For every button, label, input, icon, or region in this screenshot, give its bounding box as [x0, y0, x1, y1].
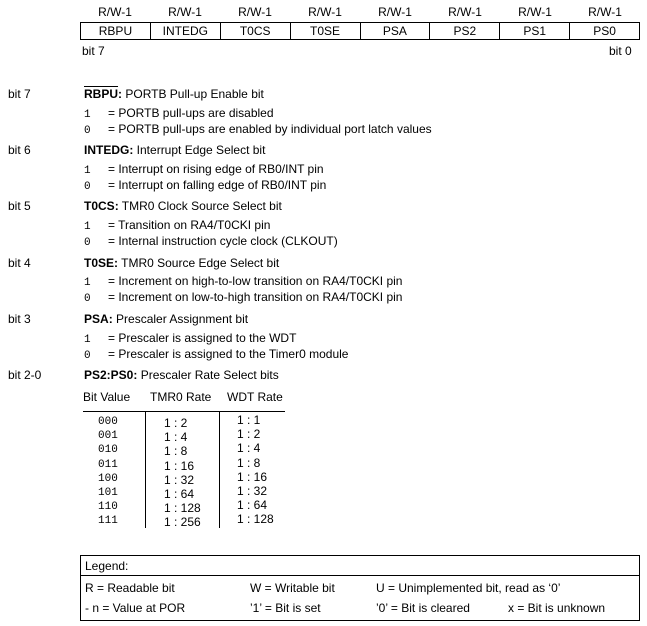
- column-header: Bit Value: [83, 390, 131, 404]
- bit-name: RBPU: [84, 87, 119, 101]
- bit-cell: PSA: [361, 23, 431, 39]
- bit-number: bit 5: [8, 199, 31, 213]
- bit-option: 1 = Prescaler is assigned to the WDT: [84, 331, 297, 346]
- bit-number: bit 2-0: [8, 368, 42, 382]
- wdt-rate-cell: 1 : 1: [237, 413, 261, 427]
- bit-description-title: INTEDG: Interrupt Edge Select bit: [84, 143, 266, 157]
- wdt-rate-cell: 1 : 4: [237, 441, 261, 456]
- bit-name: T0CS: [84, 199, 115, 213]
- access-label: R/W-1: [98, 5, 132, 19]
- bit-description-title: PS2:PS0: Prescaler Rate Select bits: [84, 368, 279, 382]
- bit-name: PS2:PS0: [84, 368, 134, 382]
- legend-box: [80, 555, 640, 621]
- access-label: R/W-1: [238, 5, 272, 19]
- bit-cell: PS2: [430, 23, 500, 39]
- column-header: TMR0 Rate: [150, 390, 212, 404]
- bit-value-cell: 110: [98, 501, 118, 514]
- bit-description-title: PSA: Prescaler Assignment bit: [84, 312, 249, 326]
- bit-number: bit 6: [8, 143, 31, 157]
- bit-number: bit 3: [8, 312, 31, 326]
- wdt-rate-cell: 1 : 8: [237, 455, 261, 470]
- tmr0-rate-cell: 1 : 128: [164, 501, 201, 516]
- tmr0-rate-cell: 1 : 2: [164, 416, 188, 430]
- bit-value-cell: 000: [98, 416, 118, 428]
- access-label: R/W-1: [448, 5, 482, 19]
- access-label: R/W-1: [518, 5, 552, 19]
- legend-item: R = Readable bit: [85, 581, 175, 595]
- bit-value-cell: 001: [98, 430, 118, 443]
- bit-cell: T0CS: [221, 23, 291, 39]
- bit-option: 0 = Interrupt on falling edge of RB0/INT pin: [84, 178, 327, 193]
- tmr0-rate-cell: 1 : 16: [164, 458, 195, 473]
- tmr0-rate-cell: 1 : 32: [164, 472, 195, 487]
- bit-cell: T0SE: [291, 23, 361, 39]
- wdt-rate-cell: 1 : 16: [237, 469, 268, 484]
- bit-number: bit 7: [8, 87, 31, 101]
- bit-cell: PS1: [500, 23, 570, 39]
- bit-value-column: [98, 415, 118, 529]
- bit-option: 1 = PORTB pull-ups are disabled: [84, 106, 274, 121]
- tmr0-rate-cell: 1 : 4: [164, 430, 188, 445]
- access-label: R/W-1: [588, 5, 622, 19]
- bit-option: 0 = PORTB pull-ups are enabled by individual port latch values: [84, 122, 432, 137]
- bit-name: PSA: [84, 312, 109, 326]
- access-label: R/W-1: [168, 5, 202, 19]
- legend-item: x = Bit is unknown: [508, 601, 606, 615]
- bit-cell: PS0: [593, 24, 616, 38]
- bit-option: 0 = Prescaler is assigned to the Timer0 module: [84, 347, 349, 362]
- tmr0-rate-cell: 1 : 64: [164, 486, 195, 501]
- access-label: R/W-1: [378, 5, 412, 19]
- wdt-rate-cell: 1 : 2: [237, 427, 261, 442]
- legend-item: - n = Value at POR: [85, 601, 186, 615]
- bit-value-cell: 100: [98, 472, 118, 485]
- tmr0-rate-cell: 1 : 256: [164, 515, 201, 530]
- bit-cell: INTEDG: [151, 23, 221, 39]
- bit-name: INTEDG: [84, 143, 130, 157]
- access-label: R/W-1: [308, 5, 342, 19]
- wdt-rate-column: [237, 413, 274, 527]
- bit-cell: RBPU: [81, 23, 151, 39]
- wdt-rate-cell: 1 : 128: [237, 512, 274, 527]
- bit-high-label: bit 7: [82, 44, 105, 58]
- tmr0-rate-cell: 1 : 8: [164, 444, 188, 459]
- bit-value-cell: 101: [98, 486, 118, 499]
- legend-item: U = Unimplemented bit, read as ‘0’: [376, 581, 561, 595]
- wdt-rate-cell: 1 : 64: [237, 498, 268, 513]
- bit-option: 1 = Increment on high-to-low transition on RA4/T0CKI pin: [84, 274, 403, 289]
- bit-option: 1 = Interrupt on rising edge of RB0/INT pin: [84, 162, 324, 177]
- bit-low-label: bit 0: [609, 44, 632, 58]
- bit-value-cell: 011: [98, 458, 118, 471]
- legend-title: Legend:: [85, 559, 129, 573]
- bit-value-cell: 111: [98, 515, 118, 528]
- bit-name: T0SE: [84, 256, 115, 270]
- bit-description-title: T0CS: TMR0 Clock Source Select bit: [84, 199, 282, 213]
- legend-item: W = Writable bit: [250, 581, 335, 595]
- bit-option: 0 = Internal instruction cycle clock (CLKOUT): [84, 234, 338, 249]
- wdt-rate-cell: 1 : 32: [237, 483, 268, 498]
- bit-option: 1 = Transition on RA4/T0CKI pin: [84, 218, 271, 233]
- tmr0-rate-column: [164, 416, 201, 530]
- legend-item: ’1’ = Bit is set: [250, 601, 321, 615]
- bit-option: 0 = Increment on low-to-high transition on RA4/T0CKI pin: [84, 290, 403, 305]
- legend-item: ’0’ = Bit is cleared: [376, 601, 470, 615]
- bit-description-title: RBPU: PORTB Pull-up Enable bit: [84, 87, 264, 101]
- bit-description-title: T0SE: TMR0 Source Edge Select bit: [84, 256, 280, 270]
- bit-number: bit 4: [8, 256, 31, 270]
- column-header: WDT Rate: [227, 390, 283, 404]
- legend-divider: [81, 575, 639, 576]
- bit-value-cell: 010: [98, 444, 118, 457]
